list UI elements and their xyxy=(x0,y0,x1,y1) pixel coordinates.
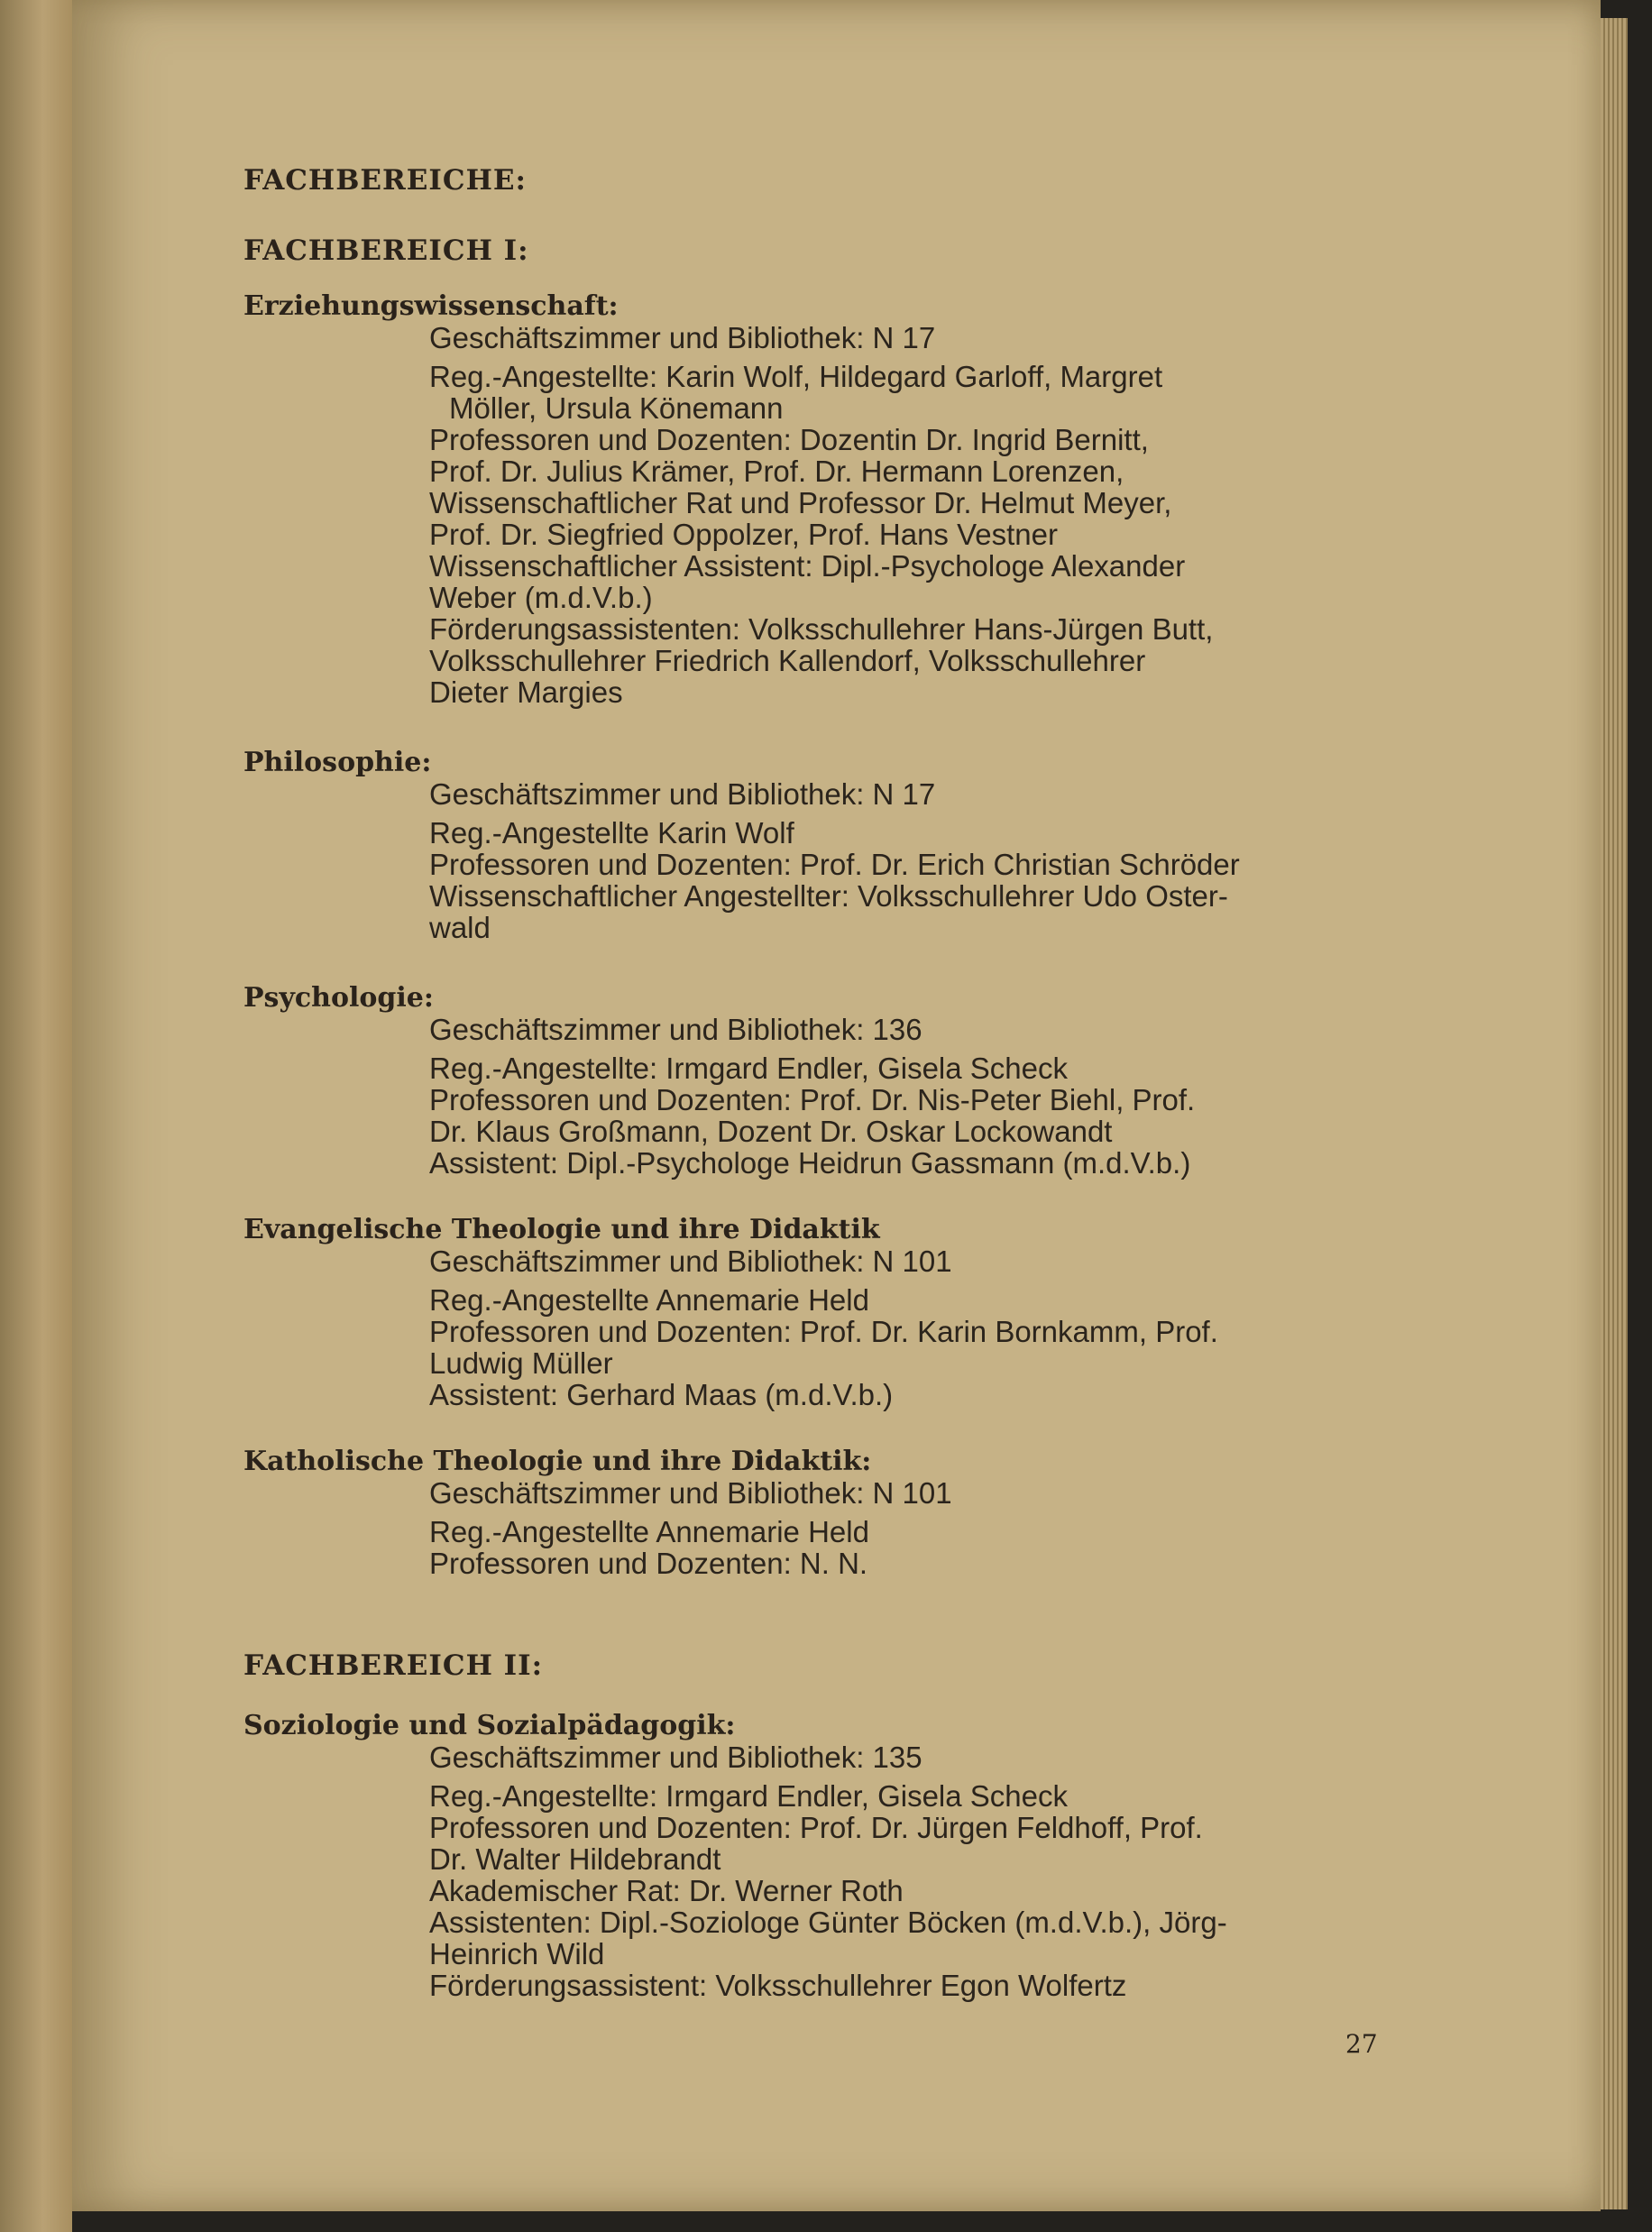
section-line: Geschäftszimmer und Bibliothek: 136 xyxy=(429,1013,922,1046)
section-erziehungswissenschaft xyxy=(243,291,1384,708)
section-line: Ludwig Müller xyxy=(429,1346,613,1380)
section-psychologie xyxy=(243,983,1384,1179)
section-line: Assistenten: Dipl.-Soziologe Günter Böcken (m.d.V.b.), Jörg- xyxy=(429,1906,1227,1939)
heading-fachbereich-2: FACHBEREICH II: xyxy=(243,1649,544,1682)
section-line: Wissenschaftlicher Assistent: Dipl.-Psychologe Alexander xyxy=(429,549,1186,583)
section-line: Reg.-Angestellte: Karin Wolf, Hildegard Garloff, Margret xyxy=(429,360,1163,393)
section-line: Prof. Dr. Julius Krämer, Prof. Dr. Hermann Lorenzen, xyxy=(429,455,1124,488)
section-body xyxy=(243,1741,1384,2001)
section-title: Soziologie und Sozialpädagogik: xyxy=(243,1710,736,1741)
section-line: Reg.-Angestellte Karin Wolf xyxy=(429,816,794,850)
section-line: Wissenschaftlicher Angestellter: Volksschullehrer Udo Oster- xyxy=(429,879,1228,913)
section-line: Professoren und Dozenten: Dozentin Dr. Ingrid Bernitt, xyxy=(429,423,1149,456)
section-line: Reg.-Angestellte Annemarie Held xyxy=(429,1283,869,1317)
section-line: Professoren und Dozenten: Prof. Dr. Erich Christian Schröder xyxy=(429,848,1240,881)
section-line: Geschäftszimmer und Bibliothek: N 101 xyxy=(429,1476,952,1510)
section-evangelische-theologie xyxy=(243,1215,1384,1410)
section-line: Volksschullehrer Friedrich Kallendorf, Volksschullehrer xyxy=(429,644,1146,677)
section-line: Geschäftszimmer und Bibliothek: N 17 xyxy=(429,777,936,811)
section-body xyxy=(243,1477,1384,1579)
section-line: Reg.-Angestellte Annemarie Held xyxy=(429,1515,869,1548)
section-title: Philosophie: xyxy=(243,747,432,778)
section-line: Assistent: Dipl.-Psychologe Heidrun Gassmann (m.d.V.b.) xyxy=(429,1146,1191,1180)
section-line: Geschäftszimmer und Bibliothek: N 17 xyxy=(429,321,936,354)
section-line: Professoren und Dozenten: Prof. Dr. Nis-Peter Biehl, Prof. xyxy=(429,1083,1196,1116)
section-body xyxy=(243,322,1384,708)
section-body xyxy=(243,1014,1384,1179)
section-line: Wissenschaftlicher Rat und Professor Dr. Helmut Meyer, xyxy=(429,486,1172,519)
section-body xyxy=(243,1245,1384,1410)
section-line: Assistent: Gerhard Maas (m.d.V.b.) xyxy=(429,1378,894,1411)
section-title: Erziehungswissenschaft: xyxy=(243,290,619,322)
section-line: Möller, Ursula Könemann xyxy=(449,391,784,425)
section-line: Professoren und Dozenten: Prof. Dr. Karin Bornkamm, Prof. xyxy=(429,1315,1218,1348)
section-philosophie xyxy=(243,748,1384,943)
section-line: Dr. Klaus Großmann, Dozent Dr. Oskar Lockowandt xyxy=(429,1115,1113,1148)
section-line: wald xyxy=(429,911,491,944)
section-line: Förderungsassistenten: Volksschullehrer Hans-Jürgen Butt, xyxy=(429,612,1214,646)
section-katholische-theologie xyxy=(243,1447,1384,1579)
section-line: Geschäftszimmer und Bibliothek: 135 xyxy=(429,1741,922,1774)
section-line: Weber (m.d.V.b.) xyxy=(429,581,653,614)
page-stack-edge xyxy=(1601,18,1628,2209)
section-line: Reg.-Angestellte: Irmgard Endler, Gisela Scheck xyxy=(429,1052,1069,1085)
section-title: Psychologie: xyxy=(243,982,434,1014)
section-line: Dieter Margies xyxy=(429,675,623,709)
section-line: Akademischer Rat: Dr. Werner Roth xyxy=(429,1874,904,1907)
page-content xyxy=(243,164,1384,2001)
section-line: Professoren und Dozenten: Prof. Dr. Jürgen Feldhoff, Prof. xyxy=(429,1811,1203,1844)
section-line: Heinrich Wild xyxy=(429,1937,605,1970)
heading-fachbereiche: FACHBEREICHE: xyxy=(243,164,527,197)
section-line: Geschäftszimmer und Bibliothek: N 101 xyxy=(429,1245,952,1278)
section-line: Professoren und Dozenten: N. N. xyxy=(429,1547,868,1580)
section-title: Evangelische Theologie und ihre Didaktik xyxy=(243,1214,880,1245)
section-title: Katholische Theologie und ihre Didaktik: xyxy=(243,1446,872,1477)
section-line: Förderungsassistent: Volksschullehrer Egon Wolfertz xyxy=(429,1969,1127,2002)
section-soziologie xyxy=(243,1711,1384,2001)
heading-fachbereich-1: FACHBEREICH I: xyxy=(243,234,529,267)
section-line: Reg.-Angestellte: Irmgard Endler, Gisela Scheck xyxy=(429,1779,1069,1813)
section-line: Dr. Walter Hildebrandt xyxy=(429,1842,721,1876)
section-line: Prof. Dr. Siegfried Oppolzer, Prof. Hans Vestner xyxy=(429,518,1058,551)
section-body xyxy=(243,778,1384,943)
page-number: 27 xyxy=(1345,2029,1378,2059)
facing-page-edge xyxy=(0,0,72,2232)
